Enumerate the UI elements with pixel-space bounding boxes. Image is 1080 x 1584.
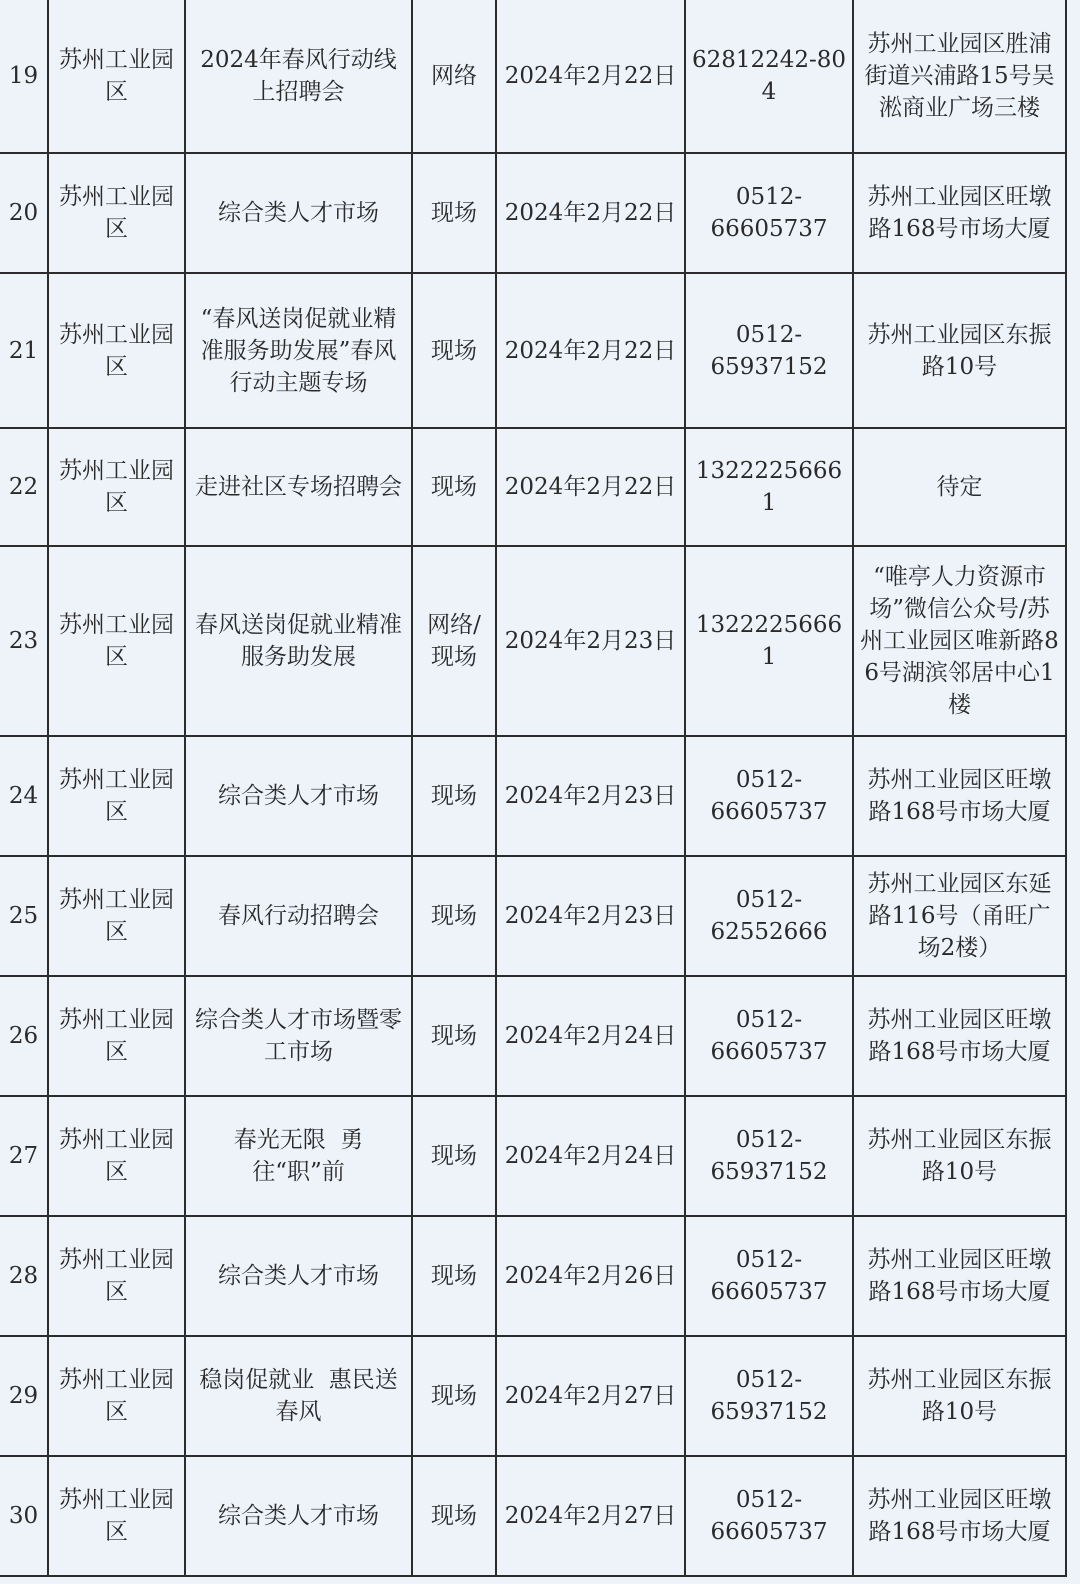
event-name-cell: 春风送岗促就业精准服务助发展 bbox=[185, 546, 412, 736]
table-row bbox=[0, 273, 1066, 428]
event-date-cell: 2024年2月24日 bbox=[496, 976, 685, 1096]
row-number-cell: 24 bbox=[0, 736, 48, 856]
event-mode-cell: 现场 bbox=[412, 1336, 496, 1456]
table-row bbox=[0, 546, 1066, 736]
event-name-cell: 综合类人才市场 bbox=[185, 736, 412, 856]
district-cell: 苏州工业园区 bbox=[48, 976, 185, 1096]
contact-phone-cell: 13222256661 bbox=[685, 546, 853, 736]
table-row bbox=[0, 856, 1066, 976]
row-number-cell: 29 bbox=[0, 1336, 48, 1456]
event-mode-cell: 现场 bbox=[412, 273, 496, 428]
event-location-cell: 苏州工业园区东延路116号（甬旺广场2楼） bbox=[853, 856, 1066, 976]
event-name-cell: 综合类人才市场暨零工市场 bbox=[185, 976, 412, 1096]
table-row bbox=[0, 1336, 1066, 1456]
district-cell: 苏州工业园区 bbox=[48, 273, 185, 428]
event-date-cell: 2024年2月27日 bbox=[496, 1456, 685, 1576]
row-number-cell: 21 bbox=[0, 273, 48, 428]
row-number-cell: 22 bbox=[0, 428, 48, 546]
event-mode-cell: 现场 bbox=[412, 976, 496, 1096]
row-number-cell: 26 bbox=[0, 976, 48, 1096]
event-name-cell: 2024年春风行动线上招聘会 bbox=[185, 0, 412, 153]
event-mode-cell: 现场 bbox=[412, 1456, 496, 1576]
event-location-cell: 苏州工业园区旺墩路168号市场大厦 bbox=[853, 1216, 1066, 1336]
contact-phone-cell: 0512- 66605737 bbox=[685, 1456, 853, 1576]
event-location-cell: 待定 bbox=[853, 428, 1066, 546]
contact-phone-cell: 0512- 62552666 bbox=[685, 856, 853, 976]
event-mode-cell: 现场 bbox=[412, 1096, 496, 1216]
event-mode-cell: 网络/现场 bbox=[412, 546, 496, 736]
event-mode-cell: 现场 bbox=[412, 153, 496, 273]
row-number-cell: 19 bbox=[0, 0, 48, 153]
event-location-cell: 苏州工业园区东振路10号 bbox=[853, 273, 1066, 428]
event-location-cell: 苏州工业园区东振路10号 bbox=[853, 1096, 1066, 1216]
district-cell: 苏州工业园区 bbox=[48, 0, 185, 153]
row-number-cell: 30 bbox=[0, 1456, 48, 1576]
event-date-cell: 2024年2月23日 bbox=[496, 736, 685, 856]
event-location-cell: 苏州工业园区旺墩路168号市场大厦 bbox=[853, 1456, 1066, 1576]
row-number-cell: 20 bbox=[0, 153, 48, 273]
contact-phone-cell: 0512- 65937152 bbox=[685, 1096, 853, 1216]
table-row bbox=[0, 1456, 1066, 1576]
contact-phone-cell: 0512- 66605737 bbox=[685, 153, 853, 273]
row-number-cell: 23 bbox=[0, 546, 48, 736]
table-row bbox=[0, 1216, 1066, 1336]
event-date-cell: 2024年2月22日 bbox=[496, 0, 685, 153]
event-date-cell: 2024年2月22日 bbox=[496, 428, 685, 546]
event-date-cell: 2024年2月24日 bbox=[496, 1096, 685, 1216]
event-location-cell: 苏州工业园区东振路10号 bbox=[853, 1336, 1066, 1456]
district-cell: 苏州工业园区 bbox=[48, 736, 185, 856]
event-mode-cell: 现场 bbox=[412, 1216, 496, 1336]
row-number-cell: 28 bbox=[0, 1216, 48, 1336]
district-cell: 苏州工业园区 bbox=[48, 856, 185, 976]
table-row bbox=[0, 976, 1066, 1096]
event-name-cell: 综合类人才市场 bbox=[185, 1216, 412, 1336]
event-mode-cell: 现场 bbox=[412, 856, 496, 976]
contact-phone-cell: 0512- 66605737 bbox=[685, 1216, 853, 1336]
event-date-cell: 2024年2月22日 bbox=[496, 153, 685, 273]
event-location-cell: 苏州工业园区旺墩路168号市场大厦 bbox=[853, 153, 1066, 273]
table-row bbox=[0, 736, 1066, 856]
event-date-cell: 2024年2月27日 bbox=[496, 1336, 685, 1456]
contact-phone-cell: 0512- 65937152 bbox=[685, 273, 853, 428]
table-row bbox=[0, 428, 1066, 546]
row-number-cell: 27 bbox=[0, 1096, 48, 1216]
event-name-cell: “春风送岗促就业精准服务助发展”春风行动主题专场 bbox=[185, 273, 412, 428]
district-cell: 苏州工业园区 bbox=[48, 153, 185, 273]
contact-phone-cell: 0512- 66605737 bbox=[685, 736, 853, 856]
district-cell: 苏州工业园区 bbox=[48, 1096, 185, 1216]
event-location-cell: 苏州工业园区胜浦街道兴浦路15号吴淞商业广场三楼 bbox=[853, 0, 1066, 153]
contact-phone-cell: 62812242-804 bbox=[685, 0, 853, 153]
event-name-cell: 稳岗促就业 惠民送春风 bbox=[185, 1336, 412, 1456]
district-cell: 苏州工业园区 bbox=[48, 428, 185, 546]
event-name-cell: 综合类人才市场 bbox=[185, 153, 412, 273]
contact-phone-cell: 13222256661 bbox=[685, 428, 853, 546]
event-name-cell: 走进社区专场招聘会 bbox=[185, 428, 412, 546]
event-name-cell: 春光无限 勇往“职”前 bbox=[185, 1096, 412, 1216]
event-date-cell: 2024年2月23日 bbox=[496, 546, 685, 736]
table-row bbox=[0, 153, 1066, 273]
event-mode-cell: 现场 bbox=[412, 428, 496, 546]
event-mode-cell: 网络 bbox=[412, 0, 496, 153]
district-cell: 苏州工业园区 bbox=[48, 1216, 185, 1336]
row-number-cell: 25 bbox=[0, 856, 48, 976]
event-location-cell: 苏州工业园区旺墩路168号市场大厦 bbox=[853, 976, 1066, 1096]
event-name-cell: 春风行动招聘会 bbox=[185, 856, 412, 976]
event-mode-cell: 现场 bbox=[412, 736, 496, 856]
event-date-cell: 2024年2月23日 bbox=[496, 856, 685, 976]
district-cell: 苏州工业园区 bbox=[48, 1456, 185, 1576]
event-date-cell: 2024年2月26日 bbox=[496, 1216, 685, 1336]
contact-phone-cell: 0512- 66605737 bbox=[685, 976, 853, 1096]
event-location-cell: “唯亭人力资源市场”微信公众号/苏州工业园区唯新路86号湖滨邻居中心1楼 bbox=[853, 546, 1066, 736]
contact-phone-cell: 0512- 65937152 bbox=[685, 1336, 853, 1456]
event-location-cell: 苏州工业园区旺墩路168号市场大厦 bbox=[853, 736, 1066, 856]
event-name-cell: 综合类人才市场 bbox=[185, 1456, 412, 1576]
event-date-cell: 2024年2月22日 bbox=[496, 273, 685, 428]
table-row bbox=[0, 0, 1066, 153]
table-row bbox=[0, 1096, 1066, 1216]
district-cell: 苏州工业园区 bbox=[48, 546, 185, 736]
district-cell: 苏州工业园区 bbox=[48, 1336, 185, 1456]
